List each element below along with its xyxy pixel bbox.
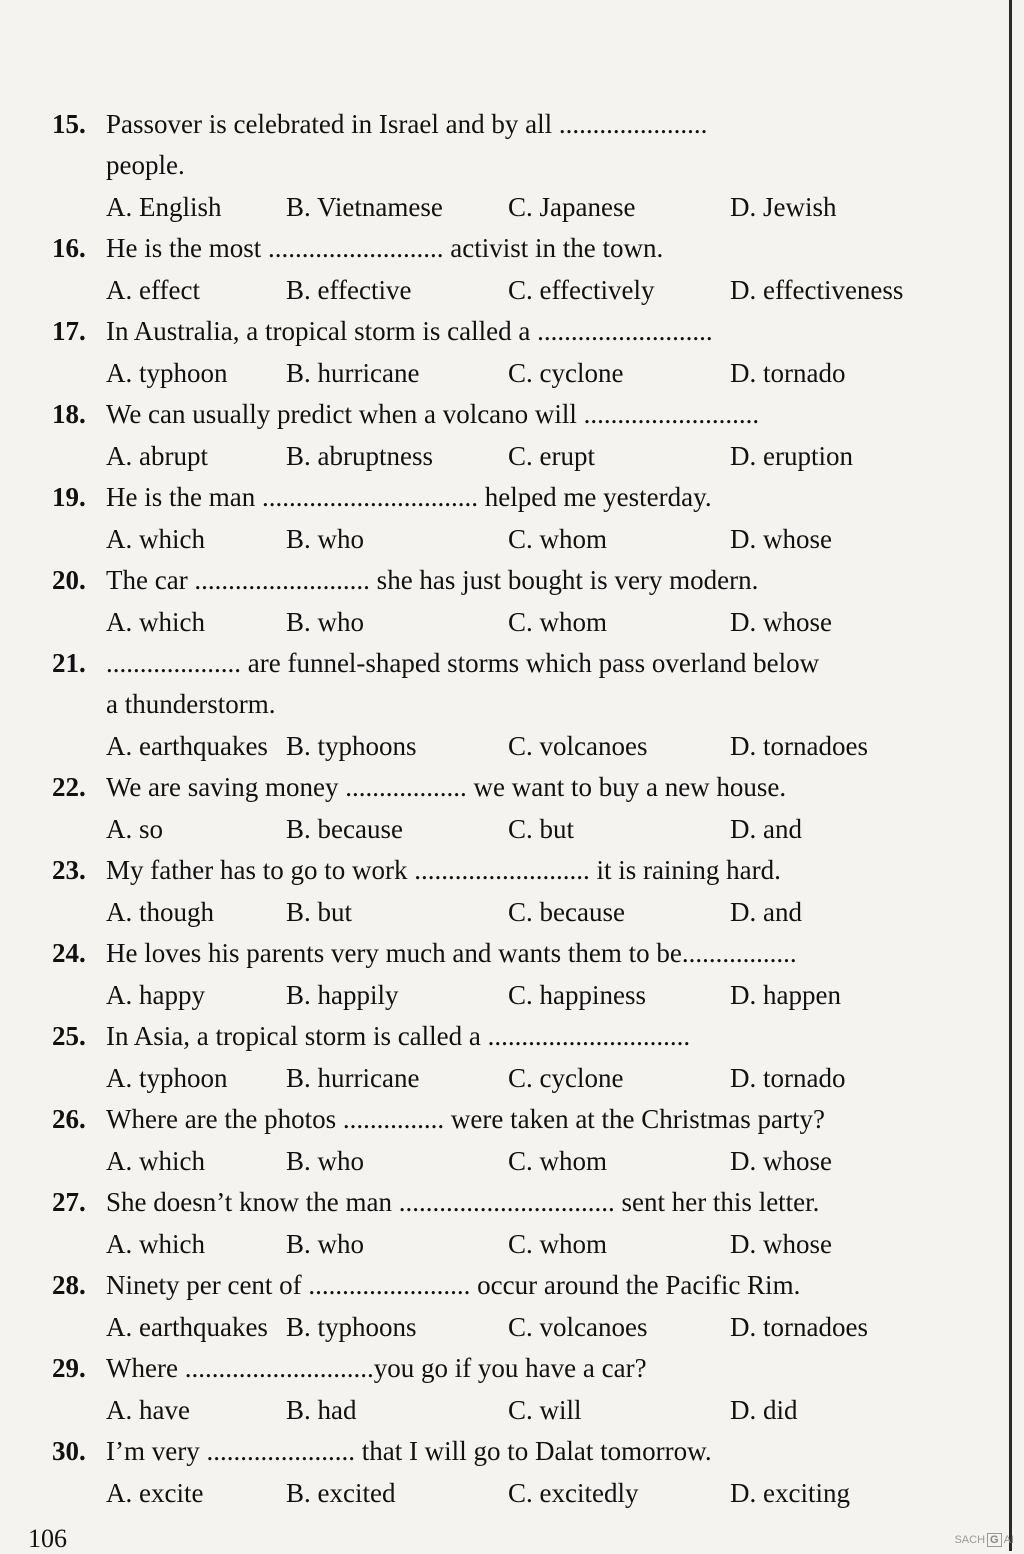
option-d: D. Jewish [730,192,837,222]
answer-options [52,352,952,394]
question-30 [52,1431,952,1514]
answer-options [52,186,952,228]
option-c: C. whom [508,1146,608,1176]
answer-options [52,1057,952,1099]
option-b: B. typhoons [286,1312,417,1342]
option-a: A. typhoon [106,358,228,388]
option-a: A. happy [106,980,205,1010]
question-stem: I’m very ...................... that I will go to Dalat tomorrow. [106,1436,712,1466]
question-number: 25. [52,1021,86,1051]
answer-options [52,1306,952,1348]
option-a: A. so [106,814,164,844]
option-a: A. though [106,897,214,927]
option-d: D. tornadoes [730,731,868,761]
option-c: C. will [508,1395,582,1425]
option-c: C. effectively [508,275,655,305]
option-d: D. effectiveness [730,275,904,305]
question-number: 24. [52,938,86,968]
question-number: 26. [52,1104,86,1134]
option-c: C. erupt [508,441,595,471]
question-19 [52,477,952,560]
option-b: B. excited [286,1478,396,1508]
option-a: A. which [106,1229,205,1259]
option-b: B. because [286,814,403,844]
question-number: 27. [52,1187,86,1217]
question-stem: My father has to go to work .......................... it is raining hard. [106,855,781,885]
option-d: D. tornado [730,358,846,388]
answer-options [52,435,952,477]
option-a: A. English [106,192,222,222]
question-number: 15. [52,109,86,139]
option-c: C. cyclone [508,1063,624,1093]
question-stem: She doesn’t know the man ................................ sent her this letter. [106,1187,820,1217]
question-16 [52,228,952,311]
option-b: B. had [286,1395,357,1425]
option-d: D. exciting [730,1478,850,1508]
option-d: D. whose [730,1146,832,1176]
question-22 [52,767,952,850]
option-d: D. eruption [730,441,853,471]
answer-options [52,808,952,850]
option-c: C. but [508,814,575,844]
question-26 [52,1099,952,1182]
option-d: D. tornadoes [730,1312,868,1342]
question-number: 16. [52,233,86,263]
option-d: D. whose [730,607,832,637]
option-d: D. whose [730,524,832,554]
option-a: A. earthquakes [106,731,268,761]
option-c: C. whom [508,1229,608,1259]
question-28 [52,1265,952,1348]
question-stem: The car .......................... she has just bought is very modern. [106,565,759,595]
question-number: 28. [52,1270,86,1300]
question-number: 18. [52,399,86,429]
option-a: A. excite [106,1478,204,1508]
answer-options [52,269,952,311]
question-stem: He loves his parents very much and wants them to be................. [106,938,797,968]
answer-options [52,891,952,933]
question-stem: In Australia, a tropical storm is called a .......................... [106,316,713,346]
option-c: C. whom [508,607,608,637]
option-a: A. have [106,1395,190,1425]
question-number: 17. [52,316,86,346]
option-b: B. who [286,607,365,637]
option-b: B. typhoons [286,731,417,761]
question-number: 23. [52,855,86,885]
watermark-text-right: AI [1003,1534,1014,1546]
option-c: C. cyclone [508,358,624,388]
watermark-logo [954,1533,1014,1547]
option-c: C. volcanoes [508,1312,648,1342]
question-stem: Where are the photos ............... were taken at the Christmas party? [106,1104,826,1134]
option-b: B. who [286,1229,365,1259]
question-number: 19. [52,482,86,512]
option-a: A. earthquakes [106,1312,268,1342]
option-b: B. who [286,1146,365,1176]
question-stem: In Asia, a tropical storm is called a .............................. [106,1021,691,1051]
question-stem: He is the man ................................ helped me yesterday. [106,482,712,512]
option-d: D. tornado [730,1063,846,1093]
option-b: B. but [286,897,353,927]
worksheet [52,104,952,1514]
question-24 [52,933,952,1016]
question-20 [52,560,952,643]
option-c: C. because [508,897,625,927]
option-a: A. which [106,1146,205,1176]
option-c: C. volcanoes [508,731,648,761]
question-17 [52,311,952,394]
answer-options [52,518,952,560]
question-25 [52,1016,952,1099]
watermark-text-left: SACH [954,1534,986,1546]
option-a: A. effect [106,275,200,305]
answer-options [52,1389,952,1431]
question-23 [52,850,952,933]
option-b: B. hurricane [286,358,420,388]
page-number: 106 [28,1524,67,1553]
option-a: A. typhoon [106,1063,228,1093]
question-stem-continuation: people. [106,150,185,180]
option-d: D. happen [730,980,841,1010]
option-c: C. Japanese [508,192,636,222]
option-d: D. whose [730,1229,832,1259]
option-b: B. happily [286,980,399,1010]
option-c: C. happiness [508,980,646,1010]
question-18 [52,394,952,477]
question-number: 22. [52,772,86,802]
question-29 [52,1348,952,1431]
option-a: A. which [106,524,205,554]
option-c: C. whom [508,524,608,554]
question-number: 21. [52,648,86,678]
question-number: 20. [52,565,86,595]
question-15 [52,104,952,228]
page-edge-line [1009,0,1012,1551]
option-d: D. and [730,897,802,927]
question-number: 30. [52,1436,86,1466]
question-stem: Ninety per cent of ........................ occur around the Pacific Rim. [106,1270,801,1300]
option-b: B. abruptness [286,441,433,471]
question-stem: He is the most .......................... activist in the town. [106,233,664,263]
answer-options [52,601,952,643]
answer-options [52,1140,952,1182]
answer-options [52,1472,952,1514]
option-b: B. effective [286,275,412,305]
question-stem: Where ............................you go if you have a car? [106,1353,647,1383]
question-number: 29. [52,1353,86,1383]
question-stem: We can usually predict when a volcano will .......................... [106,399,760,429]
watermark-box: G [987,1533,1002,1547]
option-d: D. did [730,1395,798,1425]
option-a: A. abrupt [106,441,208,471]
question-stem-continuation: a thunderstorm. [106,689,276,719]
option-c: C. excitedly [508,1478,639,1508]
answer-options [52,974,952,1016]
question-21 [52,643,952,767]
question-27 [52,1182,952,1265]
answer-options [52,1223,952,1265]
option-b: B. Vietnamese [286,192,443,222]
option-b: B. who [286,524,365,554]
question-stem: We are saving money .................. we want to buy a new house. [106,772,787,802]
question-stem: .................... are funnel-shaped storms which pass overland below [106,648,820,678]
answer-options [52,725,952,767]
option-b: B. hurricane [286,1063,420,1093]
option-d: D. and [730,814,802,844]
option-a: A. which [106,607,205,637]
question-stem: Passover is celebrated in Israel and by all ...................... [106,109,708,139]
